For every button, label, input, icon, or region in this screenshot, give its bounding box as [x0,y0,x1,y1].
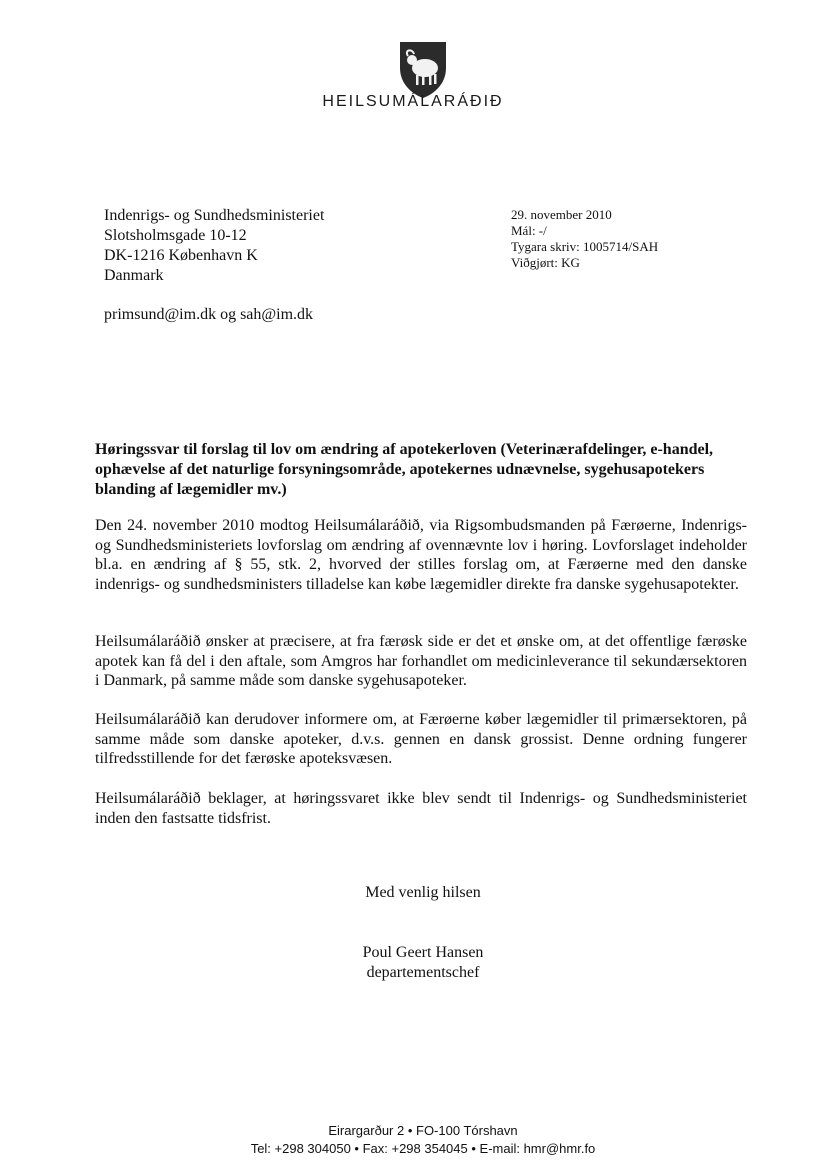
ministry-name: HEILSUMÁLARÁÐIÐ [322,93,504,110]
recipient-line: DK-1216 København K [104,247,258,264]
recipient-line: Indenrigs- og Sundhedsministeriet [104,207,325,224]
ram-coat-of-arms-icon [398,38,448,100]
letter-date: 29. november 2010 [511,207,612,222]
letter-handled-by: Viðgjørt: KG [511,255,580,270]
body-paragraph: Heilsumálaráðið ønsker at præcisere, at fra færøsk side er det et ønske om, at det offentlige færøske apotek kan få del i den aftale, som Amgros har forhandlet om medicinleverance til sekundærsektoren i Danmark, på samme måde som danske sygehusapoteker. [95,633,747,689]
body-paragraph: Heilsumálaráðið kan derudover informere om, at Færøerne køber lægemidler til primærsektoren, på samme måde som danske apoteker, d.v.s. gennen en dansk grossist. Denne ordning fungerer tilfredsstillende for det færøske apoteksvæsen. [95,711,747,767]
signer-name: Poul Geert Hansen [362,944,484,961]
recipient-line: Slotsholmsgade 10-12 [104,227,247,244]
recipient-emails: primsund@im.dk og sah@im.dk [104,306,314,323]
body-paragraph: Den 24. november 2010 modtog Heilsumálaráðið, via Rigsombudsmanden på Færøerne, Indenrigs- og Sundhedsministeriets lovforslag om ændring af ovennævnte lov i høring. Lovforslaget indeholder bl.a. en ændring af § 55, stk. 2, hvorved der stilles forslag om, at Færøerne med den danske indenrigs- og sundhedsministers tilladelse kan købe lægemidler direkte fra danske sygehusapotekter. [95,517,747,593]
closing-salutation: Med venlig hilsen [365,884,481,901]
letter-meta [511,207,658,271]
signer-title: departementschef [366,964,480,981]
recipient-address [104,206,324,286]
letter-subject: Høringssvar til forslag til lov om ændring af apotekerloven (Veterinærafdelinger, e-handel, ophævelse af det naturlige forsyningsområde, apotekernes udnævnelse, sygehusapotekers blanding af lægemidler mv.) [95,441,714,498]
letter-mal: Mál: -/ [511,223,547,238]
footer-address: Eirargarður 2 • FO-100 Tórshavn [328,1123,518,1138]
recipient-line: Danmark [104,267,164,284]
letter-reference: Tygara skriv: 1005714/SAH [511,239,659,254]
body-paragraph: Heilsumálaráðið beklager, at høringssvaret ikke blev sendt til Indenrigs- og Sundhedsministeriet inden den fastsatte tidsfrist. [95,790,747,827]
footer-contact: Tel: +298 304050 • Fax: +298 354045 • E-mail: hmr@hmr.fo [250,1141,596,1156]
